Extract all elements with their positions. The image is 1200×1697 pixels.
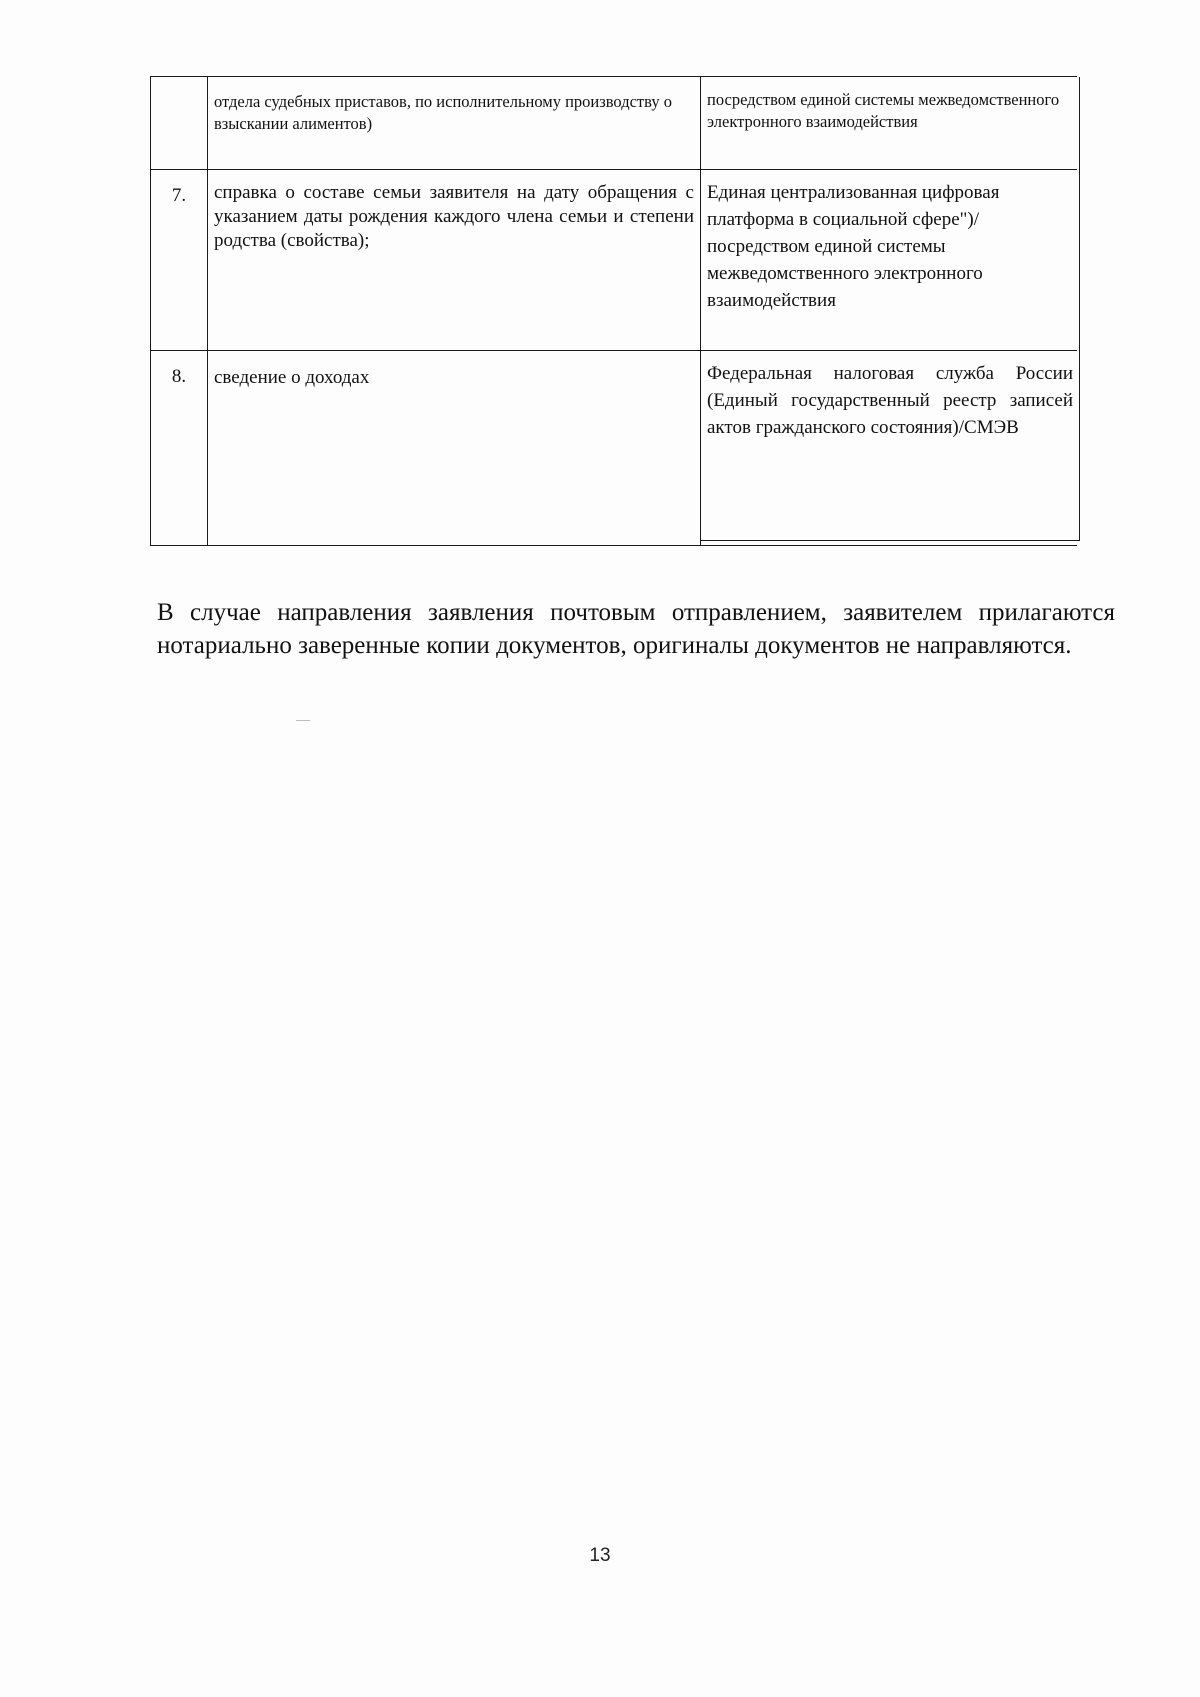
table-row [151, 77, 1077, 170]
source-cell [701, 77, 1080, 169]
body-paragraph: В случае направления заявления почтовым отправлением, заявителем прилагаются нотариально заверенные копии документов, оригиналы документов не направляются. [157, 599, 1115, 659]
row-number [151, 77, 207, 93]
row-number-cell [151, 350, 208, 545]
page-number: 13 [589, 1545, 611, 1566]
source-cell [701, 169, 1080, 350]
scan-artifact [296, 720, 310, 721]
row-source: посредством единой системы межведомственного электронного взаимодействия [707, 90, 1060, 131]
row-number: 7. [171, 185, 187, 206]
description-cell [208, 77, 701, 169]
table-row [151, 350, 1077, 545]
row-number-cell [151, 77, 208, 169]
row-description: справка о составе семьи заявителя на дату обращения с указанием даты рождения каждого члена семьи и степени родства (свойства); [214, 182, 694, 251]
documents-table [150, 76, 1077, 546]
source-cell [701, 350, 1080, 541]
row-description: отдела судебных приставов, по исполнительному производству о взыскании алиментов) [214, 92, 672, 133]
row-source: Единая централизованная цифровая платформа в социальной сфере")/посредством единой системы межведомственного электронного взаимодействия [707, 182, 1000, 311]
table-row [151, 169, 1077, 351]
description-cell [208, 350, 701, 545]
row-description: сведение о доходах [214, 367, 370, 388]
row-number: 8. [171, 366, 187, 387]
row-number-cell [151, 169, 208, 350]
row-source: Федеральная налоговая служба России (Единый государственный реестр записей актов гражданского состояния)/СМЭВ [707, 363, 1073, 438]
description-cell [208, 169, 701, 350]
